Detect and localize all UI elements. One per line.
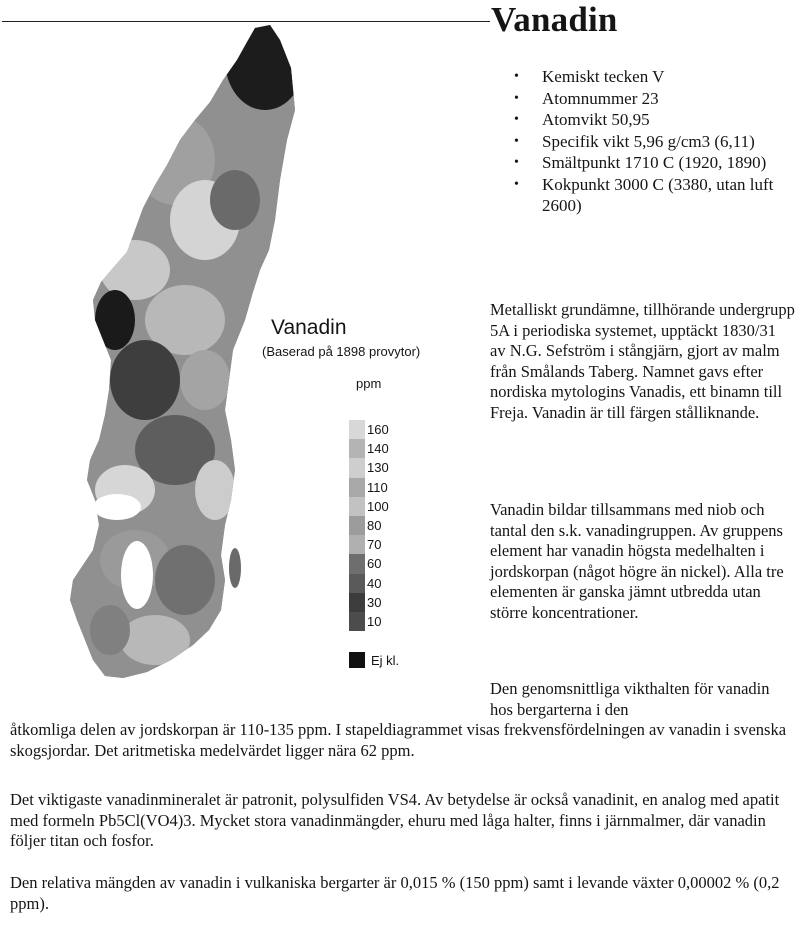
legend-swatch (349, 516, 365, 535)
legend-label: 70 (367, 537, 382, 553)
legend-label: 160 (367, 422, 389, 438)
legend-swatch (349, 439, 365, 458)
page-title: Vanadin (491, 0, 618, 39)
legend-label: 10 (367, 613, 382, 629)
legend-swatch (349, 458, 365, 477)
legend-row (349, 554, 409, 573)
fact-item: • Kokpunkt 3000 C (3380, utan luft 2600) (514, 174, 784, 217)
legend-swatch (349, 478, 365, 497)
legend-label: 30 (367, 594, 382, 610)
legend-label: Ej kl. (371, 652, 400, 668)
legend-label: 110 (367, 479, 388, 495)
legend-swatch (349, 554, 365, 573)
paragraph: Det viktigaste vanadinmineralet är patronit, polysulfiden VS4. Av betydelse är också vanadinit, en analog med apatit med formeln Pb5Cl(VO4)3. Mycket stora vanadinmängder, ehuru med låga halter, finns i järnmalmer, där vanadin följer titan och fosfor. (10, 790, 780, 850)
legend-label: 80 (367, 518, 382, 534)
paragraph: åtkomliga delen av jordskorpan är 110-135 ppm. I stapeldiagrammet visas frekvensfördelningen av vanadin i svenska skogsjordar. Det aritmetiska medelvärdet ligger nära 62 ppm. (10, 720, 787, 760)
fact-item: • Specifik vikt 5,96 g/cm3 (6,11) (514, 131, 784, 153)
element-facts-list (514, 66, 784, 217)
legend-row (349, 535, 409, 554)
legend-row (349, 439, 409, 458)
legend-row (349, 420, 409, 439)
legend-row (349, 497, 409, 516)
legend-row (349, 458, 409, 477)
paragraph: Vanadin bildar tillsammans med niob och tantal den s.k. vanadingruppen. Av gruppens element har vanadin högsta medelhalten i jordskorpan (något högre än nickel). Alla tre elementen är ganska jämnt utbredda utan större koncentrationer. (490, 500, 784, 622)
legend-swatch (349, 652, 365, 668)
legend-label: 100 (367, 498, 389, 514)
map-legend (349, 420, 409, 631)
legend-row (349, 478, 409, 497)
sweden-vanadium-map (55, 20, 300, 700)
paragraph: Den genomsnittliga vikthalten för vanadin hos bergarterna i den (490, 679, 770, 719)
legend-row (349, 574, 409, 593)
legend-swatch (349, 593, 365, 612)
fact-item: • Atomvikt 50,95 (514, 109, 784, 131)
legend-label: 40 (367, 575, 382, 591)
paragraph: Den relativa mängden av vanadin i vulkaniska bergarter är 0,015 % (150 ppm) samt i levande växter 0,00002 % (0,2 ppm). (10, 873, 780, 913)
legend-swatch (349, 612, 365, 631)
legend-swatch (349, 497, 365, 516)
legend-row (349, 612, 409, 631)
fact-item: • Atomnummer 23 (514, 88, 784, 110)
map-subtitle: (Baserad på 1898 provytor) (262, 344, 421, 359)
legend-label: 60 (367, 556, 382, 572)
legend-label: 130 (367, 460, 389, 476)
legend-unclassified (349, 652, 399, 668)
fact-item: • Smältpunkt 1710 C (1920, 1890) (514, 152, 784, 174)
paragraph: Metalliskt grundämne, tillhörande undergrupp 5A i periodiska systemet, upptäckt 1830/31 av N.G. Sefström i stångjärn, gjort av malm från Smålands Taberg. Namnet gavs efter nordiska mytologins Vanadis, ett binamn till Freja. Vanadin är till färgen stålliknande. (490, 300, 795, 422)
fact-item: • Kemiskt tecken V (514, 66, 784, 88)
map-unit: ppm (356, 376, 382, 391)
legend-swatch (349, 574, 365, 593)
map-title: Vanadin (271, 316, 347, 339)
legend-swatch (349, 535, 365, 554)
legend-label: 140 (367, 441, 389, 457)
legend-row (349, 516, 409, 535)
legend-swatch (349, 420, 365, 439)
legend-row (349, 593, 409, 612)
